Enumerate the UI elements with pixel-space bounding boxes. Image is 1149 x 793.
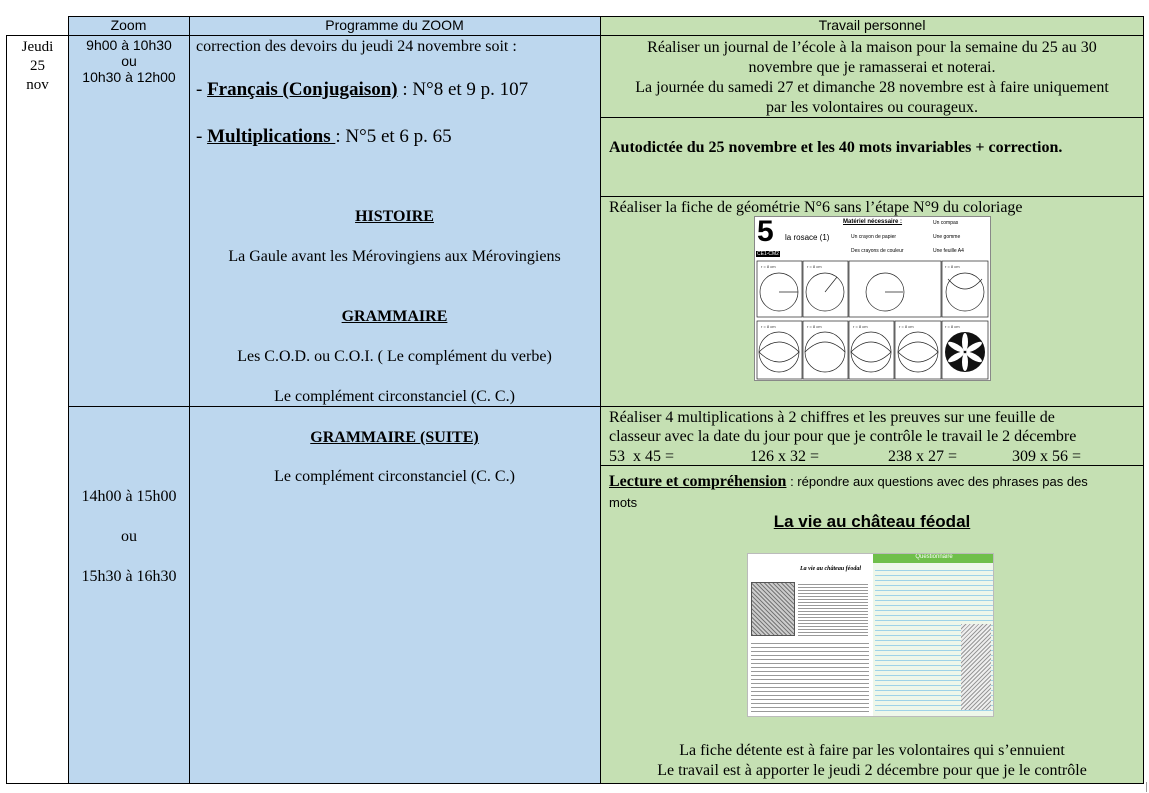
afternoon-time-1: 14h00 à 15h00 [81, 488, 177, 505]
lecture-rest: : répondre aux questions avec des phrases pas des [786, 474, 1088, 489]
reading-worksheet-image [747, 553, 994, 717]
journal-line-3: La journée du samedi 27 et dimanche 28 novembre est à faire uniquement [635, 79, 1109, 96]
journal-line-1: Réaliser un journal de l’école à la maison pour la semaine du 25 au 30 [647, 39, 1097, 56]
multi-task-line-2: classeur avec la date du jour pour que je contrôle le travail le 2 décembre [609, 428, 1077, 445]
histoire-text: La Gaule avant les Mérovingiens aux Mérovingiens [228, 248, 561, 265]
grid-line [68, 406, 1144, 407]
operation-1: 53 x 45 = [609, 448, 675, 465]
multi-label: Multiplications [207, 126, 336, 147]
sheet-header: Questionnaire [873, 554, 994, 563]
operation-4: 309 x 56 = [1012, 448, 1082, 465]
grid-line [600, 196, 1144, 197]
r-label: r = 8 cm [945, 324, 960, 329]
grammaire-title: GRAMMAIRE [341, 308, 448, 325]
header-programme: Programme du ZOOM [325, 17, 464, 33]
journal-line-4: par les volontaires ou courageux. [766, 99, 978, 116]
step-box-1 [757, 261, 802, 317]
histoire-title: HISTOIRE [355, 208, 434, 225]
sheet-illustration [751, 582, 795, 636]
morning-time-2: 10h30 à 12h00 [82, 69, 176, 85]
grid-line [6, 35, 7, 784]
multi-rest: : N°5 et 6 p. 65 [335, 126, 452, 147]
multiplications-line [196, 126, 452, 148]
zoom-column-bg [68, 35, 189, 783]
operation-2: 126 x 32 = [750, 448, 820, 465]
afternoon-time-2: 15h30 à 16h30 [81, 568, 177, 585]
rosace-petals [759, 342, 938, 362]
step-box-8 [895, 321, 941, 379]
morning-times [69, 37, 189, 85]
journal-task [601, 38, 1143, 118]
fiche-number: 5 [757, 216, 774, 248]
day-label [7, 38, 68, 95]
grammaire-text-1: Les C.O.D. ou C.O.I. ( Le complément du verbe) [237, 348, 552, 365]
grid-line [600, 16, 601, 784]
r-label: r = 8 cm [853, 324, 868, 329]
multiplication-task [609, 408, 1141, 446]
step-box-2 [803, 261, 848, 317]
step-circle-6 [805, 332, 845, 372]
day-month: nov [26, 77, 49, 93]
rosace-steps-svg [755, 259, 990, 381]
lecture-line [609, 471, 1143, 513]
step-box-5 [757, 321, 802, 379]
afternoon-or: ou [121, 528, 137, 545]
fiche-item-a4: Une feuille A4 [933, 248, 964, 254]
autodictee-task: Autodictée du 25 novembre et les 40 mots invariables + correction. [609, 139, 1063, 156]
fiche-level: CE1-CM2 [757, 251, 779, 257]
step-box-6 [803, 321, 848, 379]
fiche-item-couleur: Des crayons de couleur [851, 248, 904, 254]
fiche-item-gomme: Une gomme [933, 234, 961, 240]
grid-line [6, 35, 1144, 36]
sheet-figures [961, 624, 991, 710]
step-box-7 [849, 321, 894, 379]
apporter-note: Le travail est à apporter le jeudi 2 décembre pour que je le contrôle [657, 762, 1087, 779]
fiche-materiel: Matériel nécessaire : [843, 219, 903, 225]
step-box-3 [849, 261, 941, 317]
grid-line [6, 783, 1144, 784]
fiche-item-compas: Un compas [933, 220, 959, 226]
francais-label: Français (Conjugaison) [207, 79, 398, 100]
journal-line-2: novembre que je ramasserai et noterai. [748, 59, 996, 76]
r-label: r = 8 cm [807, 324, 822, 329]
r-label: r = 8 cm [761, 264, 776, 269]
lecture-label: Lecture et compréhension [609, 473, 787, 490]
fiche-title: la rosace (1) [785, 233, 830, 242]
francais-prefix: - [196, 79, 208, 100]
multi-prefix: - [196, 126, 208, 147]
sheet-right-page [873, 554, 994, 717]
sheet-left-page [748, 554, 872, 717]
step-circle-4 [946, 273, 984, 311]
grid-line [68, 16, 69, 784]
grid-line [1143, 16, 1144, 784]
lecture-rest-2: mots [609, 495, 638, 510]
header-zoom: Zoom [110, 17, 147, 33]
step-circle-7 [851, 332, 891, 372]
r-label: r = 8 cm [761, 324, 776, 329]
page-corner-mark [1146, 782, 1147, 792]
sheet-text-block [798, 582, 868, 636]
correction-text: correction des devoirs du jeudi 24 novembre soit : [196, 38, 517, 55]
day-number: 25 [30, 58, 45, 74]
construction-lines [779, 277, 982, 292]
step-circle-5 [759, 332, 799, 372]
r-label: r = 8 cm [899, 324, 914, 329]
header-travail: Travail personnel [818, 17, 926, 33]
francais-rest: : N°8 et 9 p. 107 [397, 79, 529, 100]
r-label: r = 8 cm [945, 264, 960, 269]
francais-line [196, 79, 528, 101]
detente-note: La fiche détente est à faire par les volontaires qui s’ennuient [679, 742, 1065, 759]
geometry-worksheet-image [754, 216, 991, 381]
grammaire-suite-text: Le complément circonstanciel (C. C.) [274, 468, 515, 485]
fiche-item-crayon: Un crayon de papier [851, 234, 897, 240]
sheet-text-block [751, 640, 869, 714]
geometrie-task: Réaliser la fiche de géométrie N°6 sans l’étape N°9 du coloriage [609, 199, 1023, 216]
day-name: Jeudi [21, 39, 54, 55]
grammaire-text-2: Le complément circonstanciel (C. C.) [274, 388, 515, 405]
grammaire-suite-title: GRAMMAIRE (SUITE) [310, 429, 479, 446]
chateau-title: La vie au château féodal [773, 512, 971, 531]
morning-time-1: 9h00 à 10h30 [86, 37, 172, 53]
r-label: r = 8 cm [807, 264, 822, 269]
morning-or: ou [121, 53, 137, 69]
step-circle-8 [898, 332, 938, 372]
operation-3: 238 x 27 = [888, 448, 958, 465]
sheet-title: La vie au château féodal [800, 566, 861, 572]
final-rosace [945, 332, 985, 372]
multi-task-line-1: Réaliser 4 multiplications à 2 chiffres et les preuves sur une feuille de [609, 409, 1055, 426]
